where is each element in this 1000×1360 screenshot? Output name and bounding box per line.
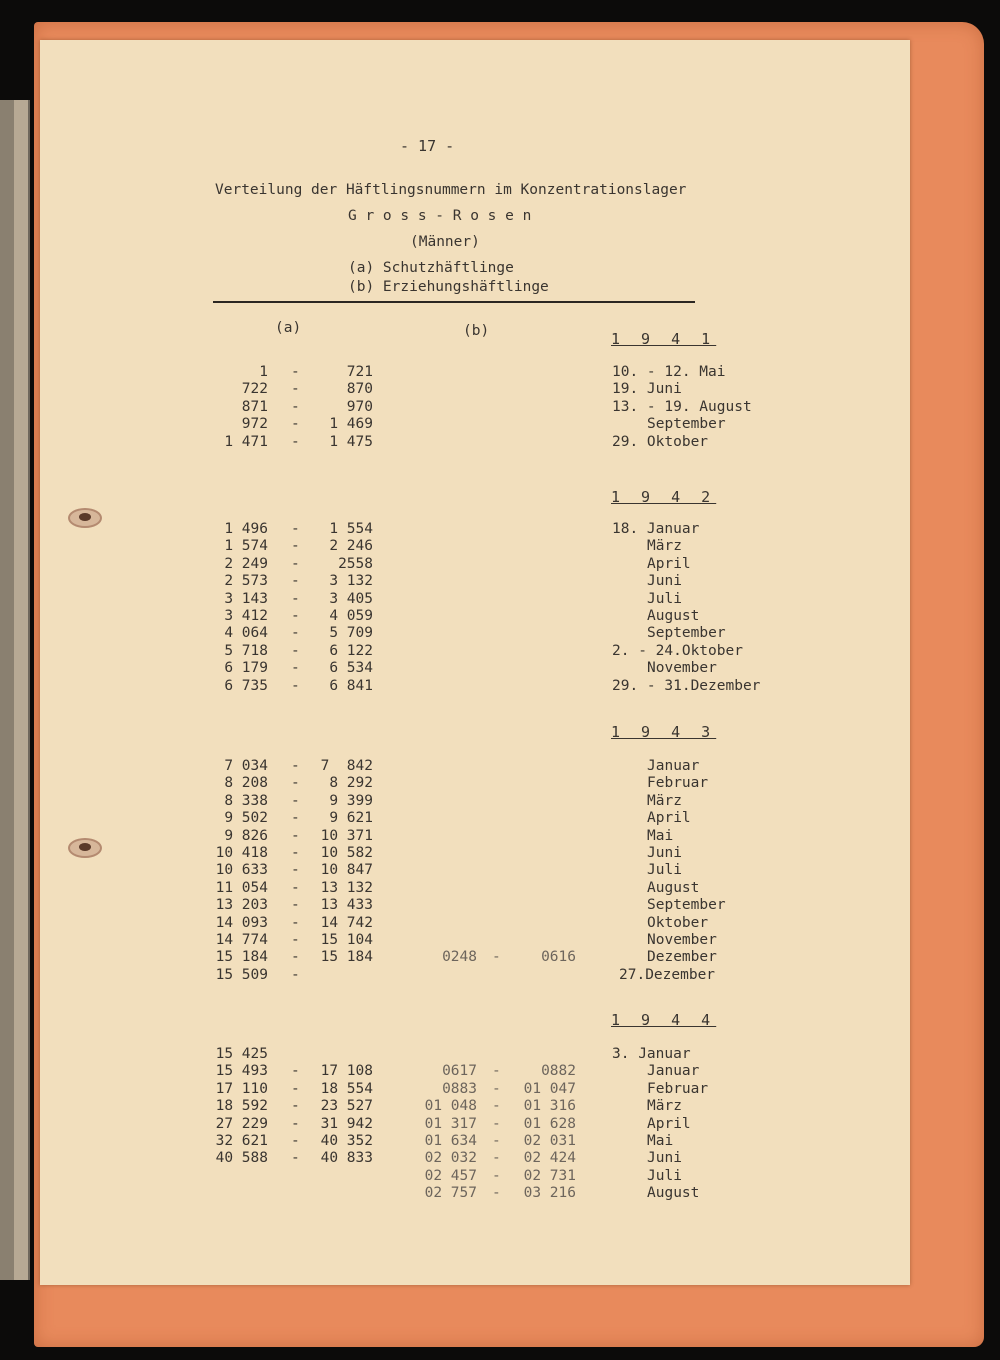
range-a-dash: - (291, 573, 300, 590)
range-b-dash: - (492, 1063, 501, 1080)
range-a-dash: - (291, 642, 300, 659)
range-a-to: 15 104 (320, 932, 373, 948)
range-a-to: 2558 (338, 555, 373, 572)
date-label: Februar (647, 775, 709, 792)
date-label: 3. Januar (612, 1046, 691, 1062)
range-a-to: 15 184 (320, 949, 373, 966)
range-b-dash: - (492, 1115, 501, 1132)
year-heading: 1 9 4 1 (611, 330, 717, 348)
range-a-dash: - (291, 1115, 300, 1132)
range-a-from: 3 412 (224, 608, 268, 624)
range-a-to: 870 (346, 381, 373, 398)
range-a-dash: - (291, 827, 300, 844)
range-a-dash: - (291, 862, 300, 879)
range-a-to: 1 469 (329, 416, 373, 433)
range-a-to: 6 122 (329, 642, 373, 659)
range-a-to: 17 108 (320, 1063, 373, 1080)
range-a-from: 10 418 (215, 845, 268, 861)
date-label: 19. Juni (612, 381, 682, 398)
range-a-to: 10 847 (320, 862, 373, 879)
range-a-dash: - (291, 625, 300, 642)
range-b-from: 01 048 (424, 1098, 477, 1115)
range-a-dash: - (291, 538, 300, 555)
range-b-dash: - (492, 1185, 501, 1202)
date-label: April (647, 810, 691, 827)
range-b-to: 03 216 (523, 1185, 576, 1202)
range-a-dash: - (291, 660, 300, 677)
column-b-header: (b) (463, 323, 490, 339)
range-a-from: 6 179 (224, 660, 268, 677)
range-b-to: 01 316 (523, 1098, 576, 1115)
range-a-from: 9 502 (224, 810, 268, 827)
range-a-to: 6 534 (329, 660, 373, 677)
date-label: 29. Oktober (612, 433, 709, 450)
range-a-dash: - (291, 677, 300, 694)
range-a-from: 1 496 (224, 521, 268, 537)
range-a-from: 1 574 (224, 538, 268, 555)
date-label: März (647, 538, 682, 555)
range-a-dash: - (291, 966, 300, 983)
date-label: Mai (647, 1133, 674, 1149)
range-a-dash: - (291, 416, 300, 433)
date-label: Juni (647, 845, 682, 861)
range-a-from: 14 774 (215, 932, 268, 948)
date-label: September (647, 897, 726, 914)
range-a-from: 6 735 (224, 677, 268, 694)
range-a-dash: - (291, 1098, 300, 1115)
range-a-to: 14 742 (320, 914, 373, 931)
date-label: Juli (647, 862, 682, 879)
range-a-to: 970 (346, 398, 373, 415)
date-label: Dezember (647, 949, 717, 966)
range-a-to: 40 352 (320, 1133, 373, 1149)
date-label: April (647, 555, 691, 572)
range-a-from: 4 064 (224, 625, 268, 642)
adjacent-page-shadow (0, 100, 14, 1280)
range-b-from: 0248 (442, 949, 477, 966)
date-label: August (647, 1185, 700, 1202)
range-a-to: 40 833 (320, 1150, 373, 1167)
range-b-dash: - (492, 1098, 501, 1115)
range-a-from: 18 592 (215, 1098, 268, 1115)
range-a-from: 972 (241, 416, 268, 433)
date-label: Juni (647, 573, 682, 590)
range-a-dash: - (291, 555, 300, 572)
range-a-dash: - (291, 1063, 300, 1080)
range-a-dash: - (291, 521, 300, 537)
range-a-from: 7 034 (224, 758, 268, 774)
range-a-from: 15 425 (215, 1046, 268, 1062)
range-a-dash: - (291, 364, 300, 380)
range-a-to: 10 371 (320, 827, 373, 844)
range-a-dash: - (291, 381, 300, 398)
date-label: 10. - 12. Mai (612, 364, 726, 380)
range-b-from: 02 757 (424, 1185, 477, 1202)
range-a-dash: - (291, 590, 300, 607)
range-a-from: 32 621 (215, 1133, 268, 1149)
date-label: Juni (647, 1150, 682, 1167)
range-b-to: 01 628 (523, 1115, 576, 1132)
range-a-from: 3 143 (224, 590, 268, 607)
range-a-from: 17 110 (215, 1080, 268, 1097)
page-number: - 17 - (400, 137, 455, 155)
range-a-dash: - (291, 879, 300, 896)
range-a-from: 13 203 (215, 897, 268, 914)
range-a-dash: - (291, 608, 300, 624)
range-a-dash: - (291, 758, 300, 774)
range-a-dash: - (291, 897, 300, 914)
range-a-from: 5 718 (224, 642, 268, 659)
range-a-to: 9 621 (329, 810, 373, 827)
punch-hole-top (68, 508, 102, 528)
range-b-from: 02 032 (424, 1150, 477, 1167)
range-b-from: 01 634 (424, 1133, 477, 1149)
range-a-from: 9 826 (224, 827, 268, 844)
range-a-to: 13 132 (320, 879, 373, 896)
range-a-dash: - (291, 433, 300, 450)
range-a-to: 721 (346, 364, 373, 380)
date-label: Oktober (647, 914, 709, 931)
range-b-to: 02 031 (523, 1133, 576, 1149)
range-a-dash: - (291, 914, 300, 931)
range-a-from: 27 229 (215, 1115, 268, 1132)
year-heading: 1 9 4 4 (611, 1011, 717, 1029)
date-label: April (647, 1115, 691, 1132)
date-label: August (647, 879, 700, 896)
date-label: März (647, 1098, 682, 1115)
date-label: November (647, 932, 717, 948)
date-label: August (647, 608, 700, 624)
range-a-to: 6 841 (329, 677, 373, 694)
column-a-header: (a) (275, 320, 302, 336)
range-a-from: 15 509 (215, 966, 268, 983)
legend-a: (a) Schutzhäftlinge (348, 260, 514, 276)
range-a-to: 31 942 (320, 1115, 373, 1132)
document-title: Verteilung der Häftlingsnummern im Konzentrationslager (215, 182, 687, 198)
range-a-to: 1 554 (329, 521, 373, 537)
range-b-to: 0616 (541, 949, 576, 966)
range-a-dash: - (291, 792, 300, 809)
header-rule (213, 301, 695, 303)
range-b-to: 01 047 (523, 1080, 576, 1097)
range-a-to: 9 399 (329, 792, 373, 809)
range-a-dash: - (291, 398, 300, 415)
date-label: 2. - 24.Oktober (612, 642, 743, 659)
date-label: 27.Dezember (619, 966, 716, 983)
range-b-to: 02 424 (523, 1150, 576, 1167)
range-a-to: 23 527 (320, 1098, 373, 1115)
date-label: März (647, 792, 682, 809)
range-a-to: 7 842 (320, 758, 373, 774)
range-b-dash: - (492, 1080, 501, 1097)
range-a-from: 40 588 (215, 1150, 268, 1167)
range-a-to: 5 709 (329, 625, 373, 642)
range-a-from: 2 249 (224, 555, 268, 572)
range-a-to: 1 475 (329, 433, 373, 450)
range-b-dash: - (492, 1167, 501, 1184)
range-b-from: 0883 (442, 1080, 477, 1097)
range-a-from: 8 338 (224, 792, 268, 809)
range-a-to: 3 405 (329, 590, 373, 607)
range-a-to: 8 292 (329, 775, 373, 792)
subtitle: (Männer) (410, 234, 480, 250)
range-a-from: 10 633 (215, 862, 268, 879)
range-a-from: 2 573 (224, 573, 268, 590)
range-a-from: 871 (241, 398, 268, 415)
range-a-dash: - (291, 845, 300, 861)
range-b-from: 0617 (442, 1063, 477, 1080)
range-a-to: 2 246 (329, 538, 373, 555)
date-label: 18. Januar (612, 521, 700, 537)
range-a-to: 13 433 (320, 897, 373, 914)
range-a-dash: - (291, 1150, 300, 1167)
range-a-from: 15 493 (215, 1063, 268, 1080)
date-label: Januar (647, 758, 700, 774)
year-heading: 1 9 4 3 (611, 723, 717, 741)
range-a-dash: - (291, 1133, 300, 1149)
date-label: Mai (647, 827, 674, 844)
range-b-to: 0882 (541, 1063, 576, 1080)
date-label: September (647, 416, 726, 433)
range-a-to: 18 554 (320, 1080, 373, 1097)
date-label: Februar (647, 1080, 709, 1097)
range-a-to: 3 132 (329, 573, 373, 590)
range-a-to: 10 582 (320, 845, 373, 861)
date-label: 13. - 19. August (612, 398, 752, 415)
legend-b: (b) Erziehungshäftlinge (348, 279, 549, 295)
range-a-from: 14 093 (215, 914, 268, 931)
range-b-from: 02 457 (424, 1167, 477, 1184)
range-a-from: 722 (241, 381, 268, 398)
date-label: Juli (647, 590, 682, 607)
year-heading: 1 9 4 2 (611, 488, 717, 506)
range-b-dash: - (492, 1150, 501, 1167)
range-a-dash: - (291, 1080, 300, 1097)
date-label: Juli (647, 1167, 682, 1184)
range-a-to: 4 059 (329, 608, 373, 624)
date-label: Januar (647, 1063, 700, 1080)
range-a-dash: - (291, 949, 300, 966)
range-b-to: 02 731 (523, 1167, 576, 1184)
range-a-dash: - (291, 810, 300, 827)
range-a-from: 8 208 (224, 775, 268, 792)
range-b-dash: - (492, 1133, 501, 1149)
date-label: 29. - 31.Dezember (612, 677, 761, 694)
date-label: September (647, 625, 726, 642)
range-a-dash: - (291, 775, 300, 792)
range-a-from: 11 054 (215, 879, 268, 896)
range-a-from: 1 (259, 364, 268, 380)
range-a-dash: - (291, 932, 300, 948)
camp-name: G r o s s - R o s e n (348, 208, 532, 224)
range-a-from: 1 471 (224, 433, 268, 450)
range-b-dash: - (492, 949, 501, 966)
range-b-from: 01 317 (424, 1115, 477, 1132)
date-label: November (647, 660, 717, 677)
punch-hole-bottom (68, 838, 102, 858)
range-a-from: 15 184 (215, 949, 268, 966)
